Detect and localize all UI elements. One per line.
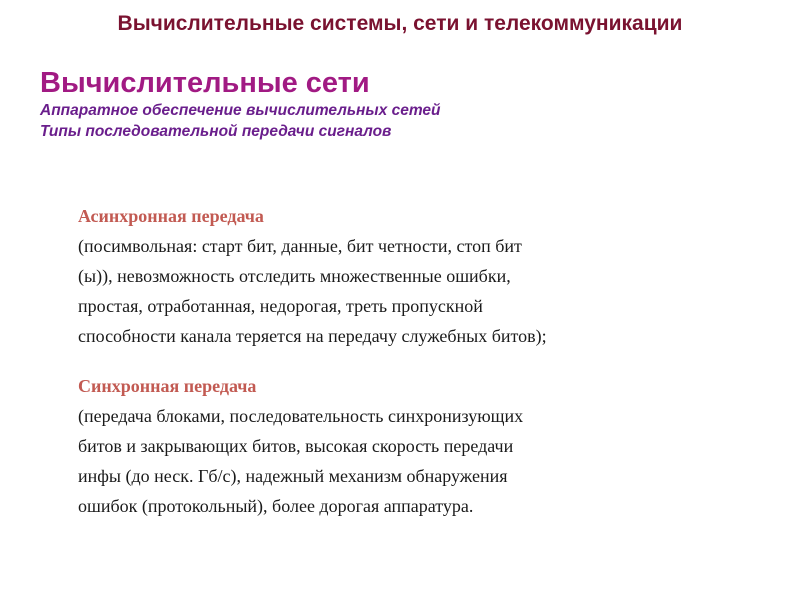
section-sync-line: (передача блоками, последовательность синхронизующих <box>78 406 524 426</box>
section-async-line: способности канала теряется на передачу служебных битов); <box>78 326 547 346</box>
section-async-title: Асинхронная передача <box>78 206 264 226</box>
section-async-line: простая, отработанная, недорогая, треть пропускной <box>78 296 483 316</box>
presentation-title: Вычислительные системы, сети и телекоммуникации <box>117 12 683 35</box>
section-sync-title: Синхронная передача <box>78 376 257 396</box>
section-async-line: (ы)), невозможность отследить множественные ошибки, <box>78 266 511 286</box>
section-async <box>78 201 778 351</box>
section-sync-line: инфы (до неск. Гб/с), надежный механизм обнаружения <box>78 466 508 486</box>
section-sync <box>78 371 778 521</box>
section-sync-line: битов и закрывающих битов, высокая скорость передачи <box>78 436 514 456</box>
content-body <box>78 201 778 521</box>
subheading-hardware: Аппаратное обеспечение вычислительных сетей <box>40 102 441 119</box>
subheading-transmission-types: Типы последовательной передачи сигналов <box>40 123 392 140</box>
section-sync-line: ошибок (протокольный), более дорогая аппаратура. <box>78 496 474 516</box>
main-heading: Вычислительные сети <box>40 67 370 99</box>
heading-block <box>40 66 780 142</box>
section-async-line: (посимвольная: старт бит, данные, бит четности, стоп бит <box>78 236 522 256</box>
